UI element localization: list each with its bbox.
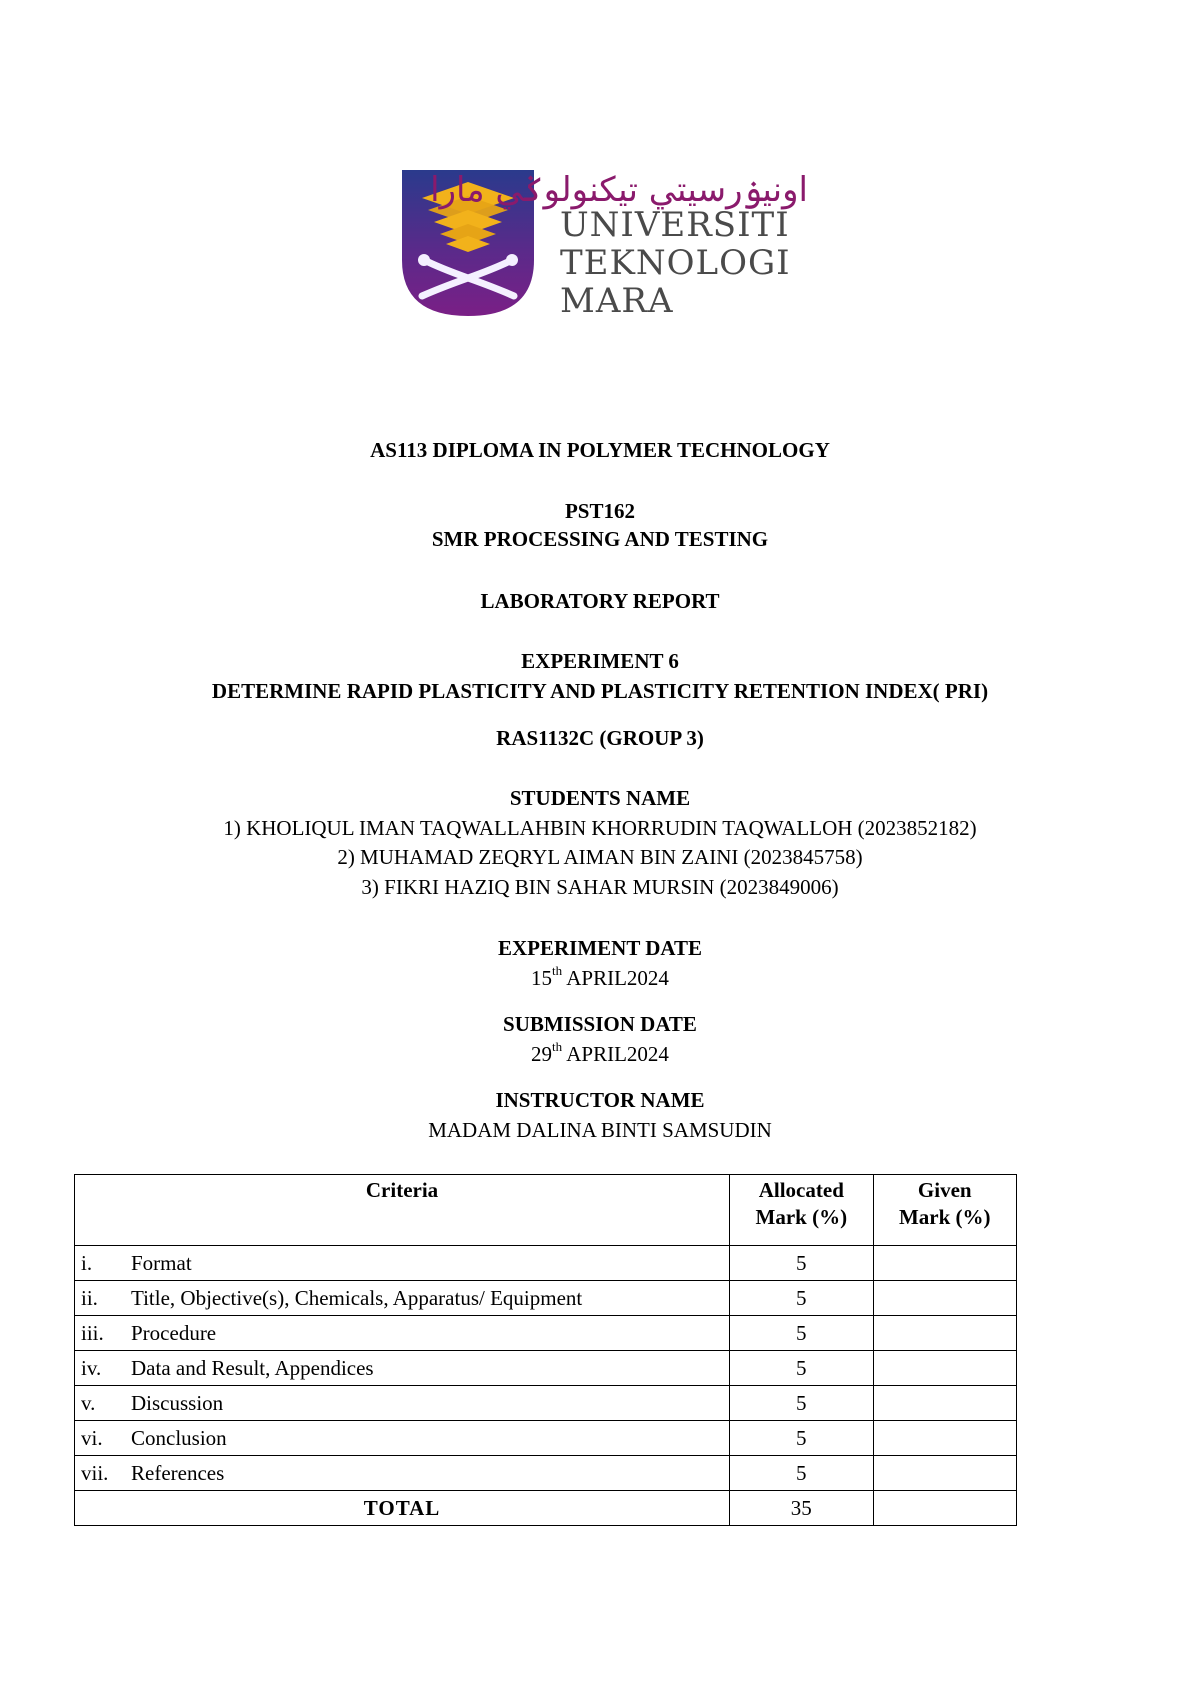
total-given-cell[interactable] <box>873 1491 1016 1526</box>
instructor-heading: INSTRUCTOR NAME <box>495 1088 705 1112</box>
given-cell[interactable] <box>873 1351 1016 1386</box>
table-row <box>75 1316 1017 1351</box>
experiment-date-heading: EXPERIMENT DATE <box>497 936 702 960</box>
allocated-header-line: Mark (%) <box>755 1205 848 1229</box>
logo-name-text <box>560 206 791 320</box>
university-logo <box>400 168 810 321</box>
criteria-text: Format <box>131 1250 192 1275</box>
report-type: LABORATORY REPORT <box>480 589 720 613</box>
students-heading: STUDENTS NAME <box>509 786 691 810</box>
allocated-cell: 5 <box>730 1421 873 1456</box>
total-allocated-cell: 35 <box>730 1491 873 1526</box>
logo-name-line: UNIVERSITI <box>560 205 790 245</box>
criteria-text: Conclusion <box>131 1425 227 1450</box>
given-cell[interactable] <box>873 1246 1016 1281</box>
table-row <box>75 1246 1017 1281</box>
allocated-cell: 5 <box>730 1456 873 1491</box>
student-name: 2) MUHAMAD ZEQRYL AIMAN BIN ZAINI (2023845758) <box>337 845 863 869</box>
criteria-text: Procedure <box>131 1320 217 1345</box>
table-row <box>75 1421 1017 1456</box>
student-name: 3) FIKRI HAZIQ BIN SAHAR MURSIN (2023849006) <box>361 875 839 899</box>
programme-title: AS113 DIPLOMA IN POLYMER TECHNOLOGY <box>370 438 830 462</box>
row-number: vii. <box>81 1460 109 1485</box>
criteria-text: References <box>131 1460 225 1485</box>
row-number: ii. <box>81 1285 98 1310</box>
marks-table <box>74 1174 1017 1526</box>
experiment-number: EXPERIMENT 6 <box>521 649 679 673</box>
given-header-line: Given <box>917 1178 972 1202</box>
given-cell[interactable] <box>873 1421 1016 1456</box>
experiment-title: DETERMINE RAPID PLASTICITY AND PLASTICITY RETENTION INDEX( PRI) <box>211 679 989 703</box>
row-number: v. <box>81 1390 96 1415</box>
allocated-cell: 5 <box>730 1386 873 1421</box>
date-suffix: th <box>552 1039 563 1054</box>
given-header-line: Mark (%) <box>898 1205 991 1229</box>
logo-jawi-text: اونيۏرسيتي تيکنولوݢي مارا <box>430 170 808 210</box>
instructor-name: MADAM DALINA BINTI SAMSUDIN <box>428 1118 772 1142</box>
allocated-mark-header <box>730 1175 873 1246</box>
criteria-cell <box>75 1456 730 1491</box>
course-name: SMR PROCESSING AND TESTING <box>431 527 769 551</box>
given-cell[interactable] <box>873 1456 1016 1491</box>
total-row <box>75 1491 1017 1526</box>
given-cell[interactable] <box>873 1316 1016 1351</box>
row-number: vi. <box>81 1425 103 1450</box>
submission-date-heading: SUBMISSION DATE <box>503 1012 697 1036</box>
logo-name-line: TEKNOLOGI <box>560 243 791 283</box>
date-rest: APRIL2024 <box>562 1042 669 1066</box>
row-number: iii. <box>81 1320 104 1345</box>
table-row <box>75 1281 1017 1316</box>
table-row <box>75 1351 1017 1386</box>
row-number: iv. <box>81 1355 102 1380</box>
allocated-cell: 5 <box>730 1246 873 1281</box>
allocated-cell: 5 <box>730 1316 873 1351</box>
experiment-date-value <box>0 965 1200 991</box>
table-row <box>75 1386 1017 1421</box>
criteria-cell <box>75 1316 730 1351</box>
criteria-text: Title, Objective(s), Chemicals, Apparatus/ Equipment <box>131 1285 583 1310</box>
allocated-header-line: Allocated <box>758 1178 844 1202</box>
given-cell[interactable] <box>873 1386 1016 1421</box>
criteria-cell <box>75 1281 730 1316</box>
logo-name-line: MARA <box>560 281 674 321</box>
table-row <box>75 1456 1017 1491</box>
student-name: 1) KHOLIQUL IMAN TAQWALLAHBIN KHORRUDIN TAQWALLOH (2023852182) <box>223 816 977 840</box>
criteria-cell <box>75 1246 730 1281</box>
criteria-text: Discussion <box>131 1390 224 1415</box>
criteria-cell <box>75 1386 730 1421</box>
date-day: 15 <box>531 966 553 990</box>
date-suffix: th <box>552 963 563 978</box>
criteria-text: Data and Result, Appendices <box>131 1355 374 1380</box>
date-day: 29 <box>531 1042 553 1066</box>
submission-date-value <box>0 1041 1200 1067</box>
given-cell[interactable] <box>873 1281 1016 1316</box>
course-code: PST162 <box>564 499 635 523</box>
total-label: TOTAL <box>75 1491 730 1526</box>
marks-table-header-row <box>75 1175 1017 1246</box>
criteria-cell <box>75 1421 730 1456</box>
criteria-header: Criteria <box>75 1175 730 1246</box>
allocated-cell: 5 <box>730 1281 873 1316</box>
given-mark-header <box>873 1175 1016 1246</box>
group-label: RAS1132C (GROUP 3) <box>496 726 704 750</box>
criteria-cell <box>75 1351 730 1386</box>
date-rest: APRIL2024 <box>562 966 669 990</box>
allocated-cell: 5 <box>730 1351 873 1386</box>
row-number: i. <box>81 1250 93 1275</box>
